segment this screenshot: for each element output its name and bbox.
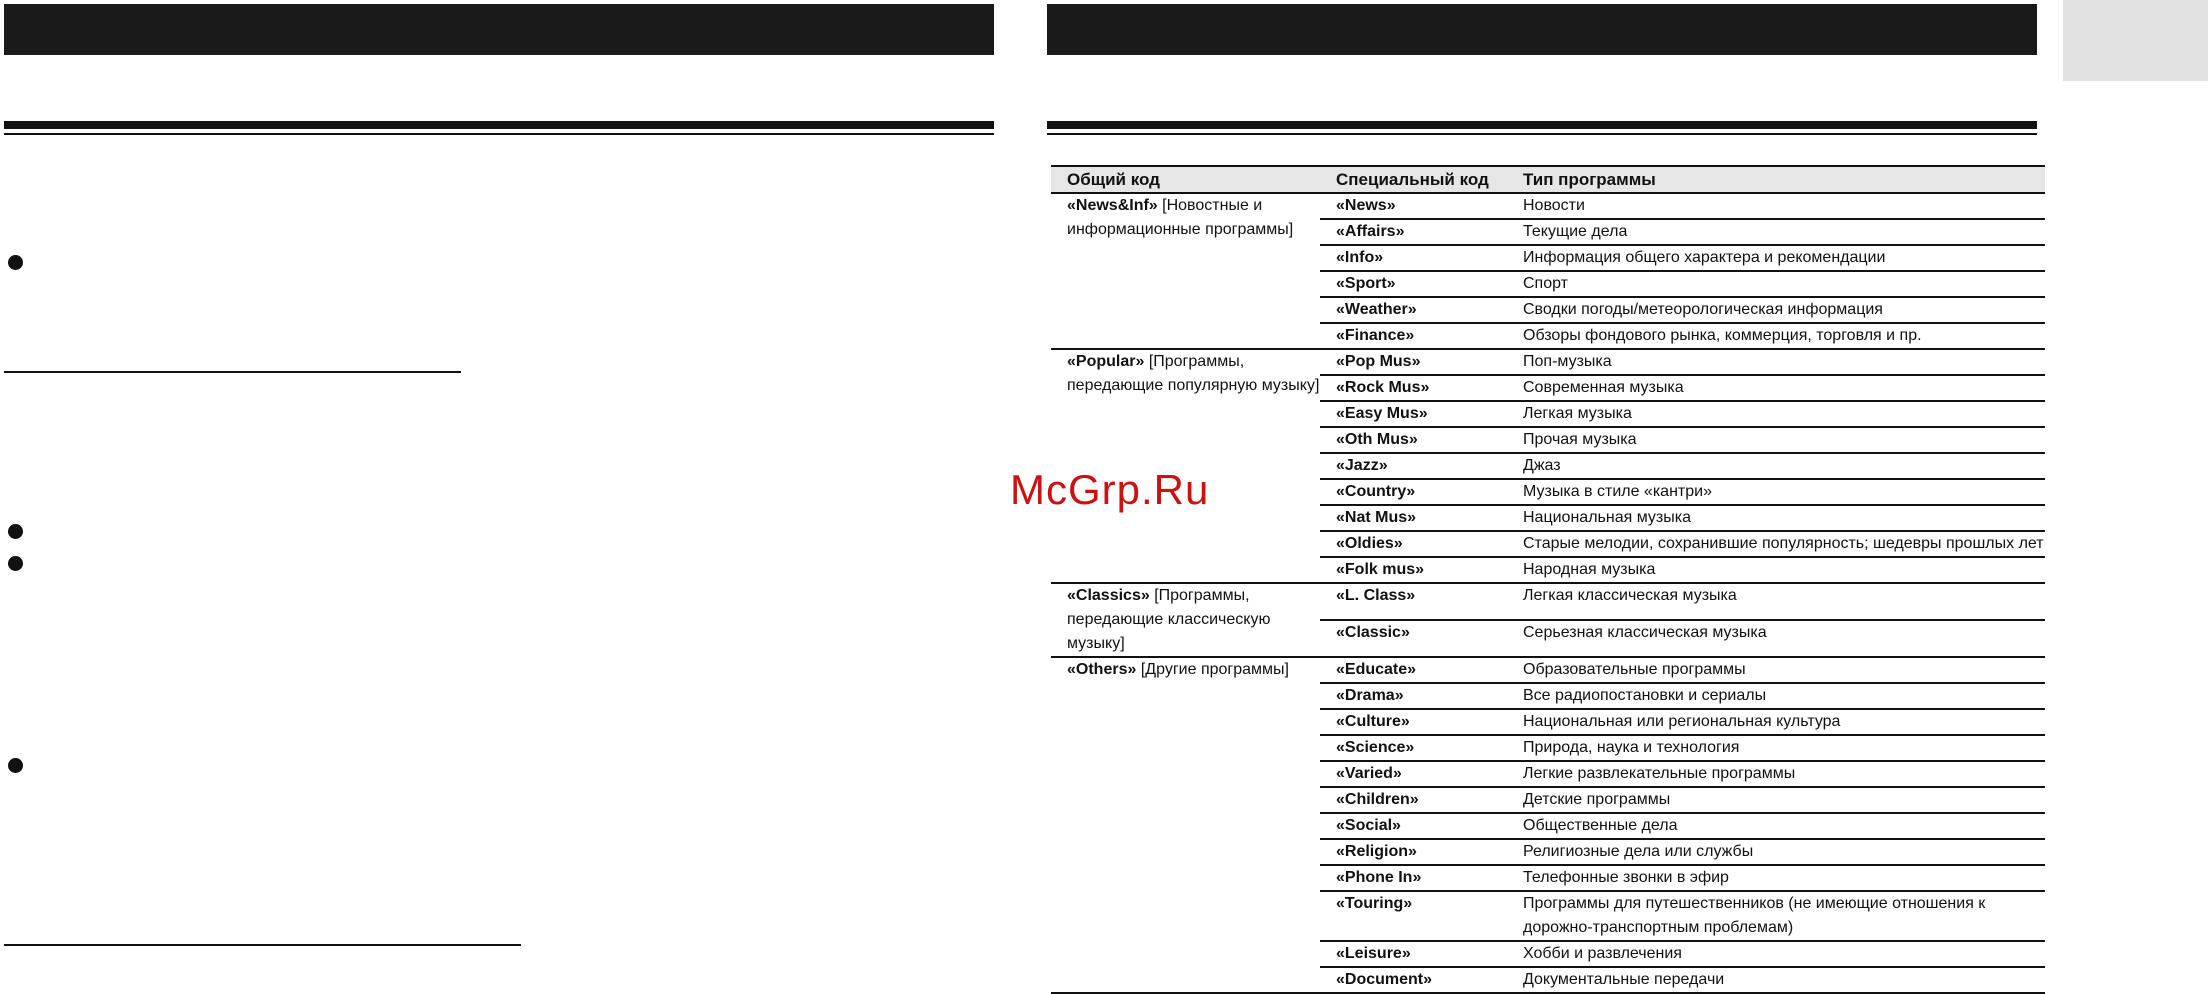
special-code: «Science» bbox=[1320, 735, 1517, 761]
general-code-description: [Другие программы] bbox=[1140, 661, 1289, 678]
special-code: «Sport» bbox=[1320, 271, 1517, 297]
program-type: Спорт bbox=[1517, 271, 2045, 297]
special-code: «Educate» bbox=[1320, 657, 1517, 683]
table-row bbox=[1051, 657, 2045, 683]
general-code-cell bbox=[1051, 583, 1320, 657]
program-type: Документальные передачи bbox=[1517, 967, 2045, 993]
side-tab bbox=[2063, 0, 2208, 81]
program-type: Хобби и развлечения bbox=[1517, 941, 2045, 967]
special-code: «Affairs» bbox=[1320, 219, 1517, 245]
program-type: Телефонные звонки в эфир bbox=[1517, 865, 2045, 891]
table-header-row bbox=[1051, 166, 2045, 193]
special-code: «Leisure» bbox=[1320, 941, 1517, 967]
special-code: «Culture» bbox=[1320, 709, 1517, 735]
program-type: Текущие дела bbox=[1517, 219, 2045, 245]
program-type: Легкая музыка bbox=[1517, 401, 2045, 427]
table-row bbox=[1051, 583, 2045, 620]
special-code: «Drama» bbox=[1320, 683, 1517, 709]
program-type: Старые мелодии, сохранившие популярность; шедевры прошлых лет bbox=[1517, 531, 2045, 557]
special-code: «Varied» bbox=[1320, 761, 1517, 787]
special-code: «Religion» bbox=[1320, 839, 1517, 865]
general-code-description: [Программы, передающие популярную музыку] bbox=[1067, 353, 1320, 394]
program-type: Религиозные дела или службы bbox=[1517, 839, 2045, 865]
special-code: «Social» bbox=[1320, 813, 1517, 839]
bullet-icon bbox=[8, 556, 23, 571]
left-section-rule-thin bbox=[4, 133, 994, 135]
special-code: «Finance» bbox=[1320, 323, 1517, 349]
special-code: «Easy Mus» bbox=[1320, 401, 1517, 427]
general-code-description: [Новостные и информационные программы] bbox=[1067, 197, 1294, 238]
program-type: Обзоры фондового рынка, коммерция, торговля и пр. bbox=[1517, 323, 2045, 349]
program-type-table bbox=[1051, 165, 2045, 994]
program-type: Общественные дела bbox=[1517, 813, 2045, 839]
special-code: «Touring» bbox=[1320, 891, 1517, 941]
program-type: Народная музыка bbox=[1517, 557, 2045, 583]
program-type: Прочая музыка bbox=[1517, 427, 2045, 453]
program-type: Современная музыка bbox=[1517, 375, 2045, 401]
general-code-cell bbox=[1051, 349, 1320, 583]
left-header-bar bbox=[4, 4, 994, 55]
special-code: «Oldies» bbox=[1320, 531, 1517, 557]
program-type: Поп-музыка bbox=[1517, 349, 2045, 375]
general-code: «News&Inf» bbox=[1067, 197, 1158, 214]
watermark-text: McGrp.Ru bbox=[1010, 466, 1210, 513]
table-row bbox=[1051, 193, 2045, 219]
special-code: «Document» bbox=[1320, 967, 1517, 993]
program-type: Новости bbox=[1517, 193, 2045, 219]
general-code-cell bbox=[1051, 193, 1320, 349]
general-code-cell bbox=[1051, 657, 1320, 993]
general-code-description: [Программы, передающие классическую музыку] bbox=[1067, 587, 1271, 652]
program-type: Образовательные программы bbox=[1517, 657, 2045, 683]
right-section-rule-thin bbox=[1047, 133, 2037, 135]
program-type: Национальная или региональная культура bbox=[1517, 709, 2045, 735]
program-type: Информация общего характера и рекомендации bbox=[1517, 245, 2045, 271]
general-code: «Popular» bbox=[1067, 353, 1145, 370]
general-code: «Others» bbox=[1067, 661, 1137, 678]
general-code: «Classics» bbox=[1067, 587, 1150, 604]
program-type: Природа, наука и технология bbox=[1517, 735, 2045, 761]
table-body bbox=[1051, 193, 2045, 993]
special-code: «Info» bbox=[1320, 245, 1517, 271]
program-type: Легкая классическая музыка bbox=[1517, 583, 2045, 620]
header-special-code: Специальный код bbox=[1320, 166, 1517, 193]
special-code: «Children» bbox=[1320, 787, 1517, 813]
bullet-icon bbox=[8, 255, 23, 270]
program-type: Программы для путешественников (не имеющие отношения к дорожно-транспортным проблемам) bbox=[1517, 891, 2045, 941]
left-footnote-rule bbox=[4, 944, 521, 946]
program-type: Серьезная классическая музыка bbox=[1517, 620, 2045, 657]
program-type: Музыка в стиле «кантри» bbox=[1517, 479, 2045, 505]
special-code: «Oth Mus» bbox=[1320, 427, 1517, 453]
right-header-bar bbox=[1047, 4, 2037, 55]
program-type: Джаз bbox=[1517, 453, 2045, 479]
special-code: «Rock Mus» bbox=[1320, 375, 1517, 401]
special-code: «Folk mus» bbox=[1320, 557, 1517, 583]
program-type: Детские программы bbox=[1517, 787, 2045, 813]
header-program-type: Тип программы bbox=[1517, 166, 2045, 193]
special-code: «Weather» bbox=[1320, 297, 1517, 323]
right-section-rule-thick bbox=[1047, 121, 2037, 129]
special-code: «Nat Mus» bbox=[1320, 505, 1517, 531]
special-code: «Phone In» bbox=[1320, 865, 1517, 891]
special-code: «L. Class» bbox=[1320, 583, 1517, 620]
bullet-icon bbox=[8, 758, 23, 773]
program-type: Национальная музыка bbox=[1517, 505, 2045, 531]
left-subheading-underline bbox=[4, 371, 461, 373]
special-code: «Pop Mus» bbox=[1320, 349, 1517, 375]
table-row bbox=[1051, 349, 2045, 375]
bullet-icon bbox=[8, 524, 23, 539]
program-type: Все радиопостановки и сериалы bbox=[1517, 683, 2045, 709]
special-code: «Jazz» bbox=[1320, 453, 1517, 479]
left-section-rule-thick bbox=[4, 121, 994, 129]
program-type: Легкие развлекательные программы bbox=[1517, 761, 2045, 787]
special-code: «Classic» bbox=[1320, 620, 1517, 657]
header-general-code: Общий код bbox=[1051, 166, 1320, 193]
program-type: Сводки погоды/метеорологическая информация bbox=[1517, 297, 2045, 323]
special-code: «News» bbox=[1320, 193, 1517, 219]
special-code: «Country» bbox=[1320, 479, 1517, 505]
